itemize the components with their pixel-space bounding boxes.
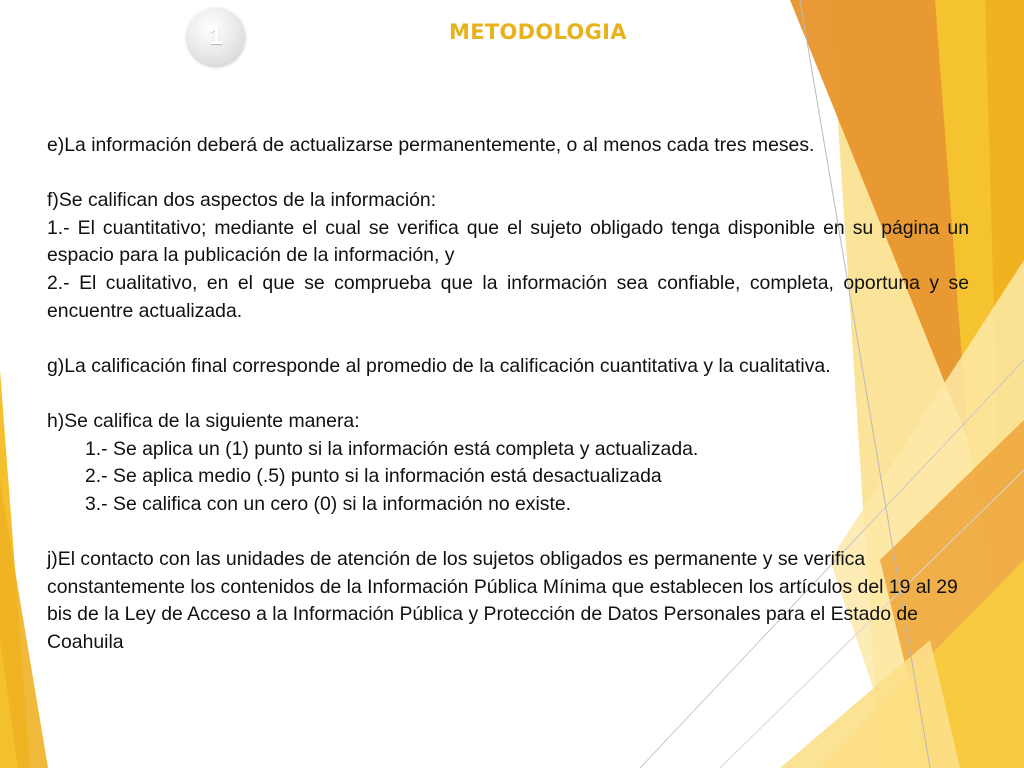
slide-number-badge: 1	[187, 8, 245, 66]
slide-title: METODOLOGIA	[449, 20, 627, 44]
paragraph-h-heading: h)Se califica de la siguiente manera:	[47, 409, 360, 432]
paragraph-e: e)La información deberá de actualizarse permanentemente, o al menos cada tres meses.	[47, 134, 815, 156]
paragraph-h-item-3: 3.- Se califica con un cero (0) si la información no existe.	[85, 492, 572, 515]
paragraph-h-item-1: 1.- Se aplica un (1) punto si la información está completa y actualizada.	[85, 437, 699, 460]
paragraph-f-item-2: 2.- El cualitativo, en el que se comprueba que la información sea confiable, completa, oportuna y se encuentre actualizada.	[47, 271, 969, 322]
paragraph-f-heading: f)Se califican dos aspectos de la información:	[47, 189, 437, 212]
paragraph-j: j)El contacto con las unidades de atención de los sujetos obligados es permanente y se verifica constantemente los contenidos de la Información Pública Mínima que establecen los artículos del 19 al 29 bis de la Ley de Acceso a la Información Pública y Protección de Datos Personales para el Estado de Coahuila	[47, 547, 958, 653]
slide-body	[47, 132, 969, 656]
paragraph-h-item-2: 2.- Se aplica medio (.5) punto si la información está desactualizada	[85, 465, 662, 488]
paragraph-f-item-1: 1.- El cuantitativo; mediante el cual se verifica que el sujeto obligado tenga disponible en su página un espacio para la publicación de la información, y	[47, 216, 969, 267]
paragraph-g: g)La calificación final corresponde al promedio de la calificación cuantitativa y la cualitativa.	[47, 354, 831, 377]
